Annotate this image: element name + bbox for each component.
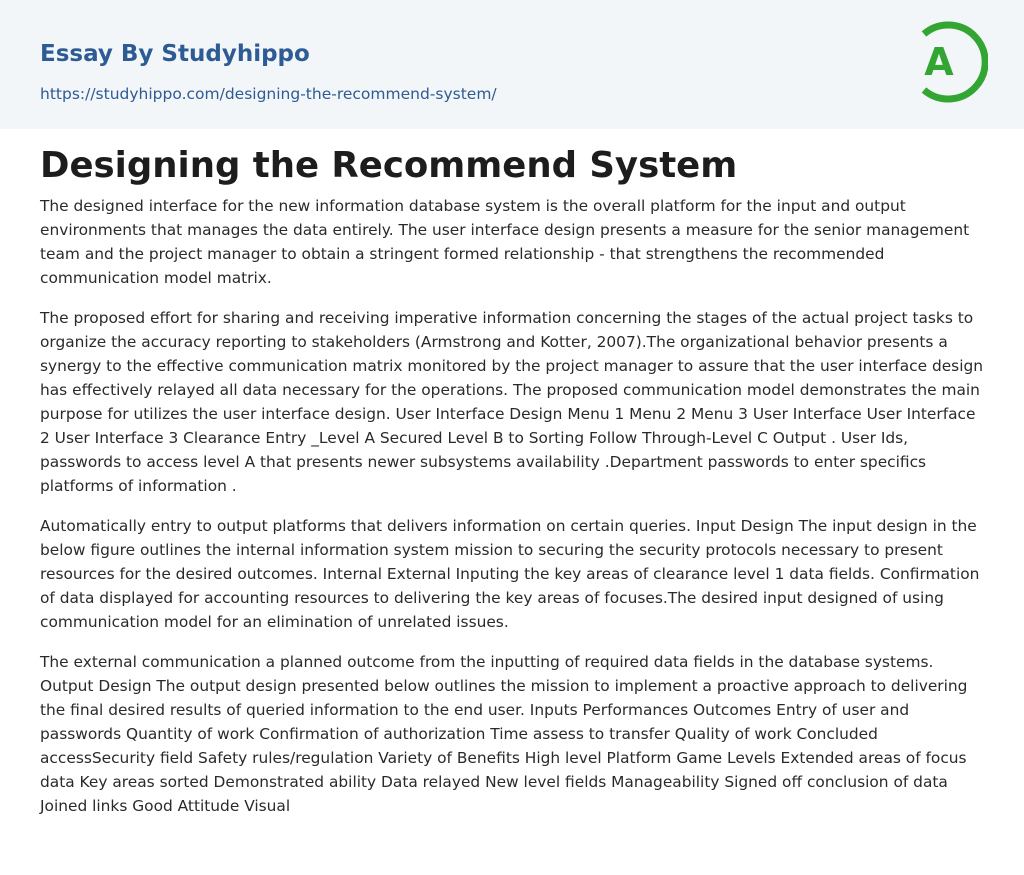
essay-paragraph: Automatically entry to output platforms that delivers information on certain queries. Input Design The input design in the below figure outlines the internal information system mission to securing the security protocols necessary to present resources for the desired outcomes. Internal External Inputing the key areas of clearance level 1 data fields. Confirmation of data displayed for accounting resources to delivering the key areas of focuses.The desired input designed of using communication model for an elimination of unrelated issues.: [40, 517, 980, 631]
essay-body: [40, 194, 988, 834]
page-title: Designing the Recommend System: [40, 145, 738, 186]
logo-letter: A: [924, 40, 954, 84]
page-header: [0, 0, 1024, 129]
brand-title: Essay By Studyhippo: [40, 41, 310, 67]
essay-paragraph: The proposed effort for sharing and receiving imperative information concerning the stages of the actual project tasks to organize the accuracy reporting to stakeholders (Armstrong and Kotter, 2007).The organizational behavior presents a synergy to the effective communication matrix monitored by the project manager to assure that the user interface design has effectively relayed all data necessary for the operations. The proposed communication model demonstrates the main purpose for utilizes the user interface design. User Interface Design Menu 1 Menu 2 Menu 3 User Interface User Interface 2 User Interface 3 Clearance Entry _Level A Secured Level B to Sorting Follow Through-Level C Output . User Ids, passwords to access level A that presents newer subsystems availability .Department passwords to enter specifics platforms of information .: [40, 309, 983, 495]
source-url-link[interactable]: https://studyhippo.com/designing-the-recommend-system/: [40, 85, 497, 103]
essay-paragraph: The external communication a planned outcome from the inputting of required data fields in the database systems. Output Design The output design presented below outlines the mission to implement a proactive approach to delivering the final desired results of queried information to the end user. Inputs Performances Outcomes Entry of user and passwords Quantity of work Confirmation of authorization Time assess to transfer Quality of work Concluded accessSecurity field Safety rules/regulation Variety of Benefits High level Platform Game Levels Extended areas of focus data Key areas sorted Demonstrated ability Data relayed New level fields Manageability Signed off conclusion of data Joined links Good Attitude Visual: [40, 653, 968, 815]
essay-paragraph: The designed interface for the new information database system is the overall platform for the input and output environments that manages the data entirely. The user interface design presents a measure for the senior management team and the project manager to obtain a stringent formed relationship - that strengthens the recommended communication model matrix.: [40, 197, 970, 287]
studyhippo-logo-icon[interactable]: [912, 18, 988, 106]
